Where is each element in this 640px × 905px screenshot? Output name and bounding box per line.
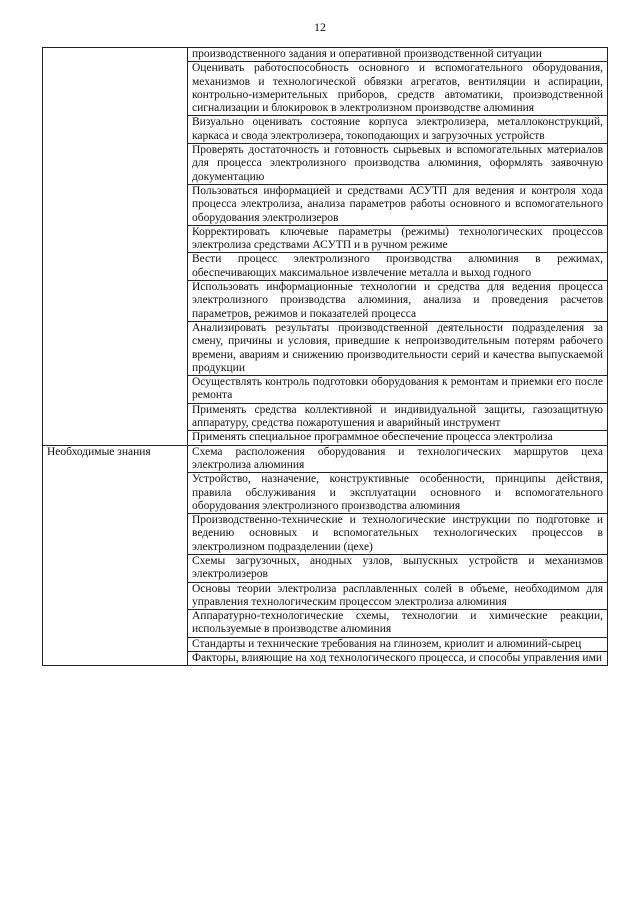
requirement-item: Устройство, назначение, конструктивные особенности, принципы действия, правила обслуживания и эксплуатации основного и вспомогательного оборудования электролизного производства алюминия: [188, 473, 608, 514]
page-number: 12: [314, 20, 326, 34]
table-row: [43, 445, 608, 473]
requirement-item: производственного задания и оперативной производственной ситуации: [188, 48, 608, 62]
requirement-item: Схема расположения оборудования и технологических маршрутов цеха электролиза алюминия: [188, 445, 608, 473]
requirement-item: Производственно-технические и технологические инструкции по подготовке и ведению основных и вспомогательных технологических процессов в электролизном подразделении (цехе): [188, 514, 608, 555]
requirement-item: Корректировать ключевые параметры (режимы) технологических процессов электролиза средствами АСУТП и в ручном режиме: [188, 225, 608, 253]
requirement-item: Визуально оценивать состояние корпуса электролизера, металлоконструкций, каркаса и свода электролизера, токоподающих и загрузочных устройств: [188, 116, 608, 144]
section-label: Необходимые знания: [43, 445, 188, 666]
table-row: [43, 48, 608, 62]
requirement-item: Стандарты и технические требования на глинозем, криолит и алюминий-сырец: [188, 637, 608, 651]
requirement-item: Применять средства коллективной и индивидуальной защиты, газозащитную аппаратуру, средства пожаротушения и аварийный инструмент: [188, 403, 608, 431]
requirement-item: Схемы загрузочных, анодных узлов, выпускных устройств и механизмов электролизеров: [188, 554, 608, 582]
requirement-item: Вести процесс электролизного производства алюминия в режимах, обеспечивающих максимальное извлечение металла и выход годного: [188, 253, 608, 281]
requirement-item: Применять специальное программное обеспечение процесса электролиза: [188, 431, 608, 445]
requirements-table: [42, 47, 608, 666]
requirement-item: Аппаратурно-технологические схемы, технологии и химические реакции, используемые в производстве алюминия: [188, 610, 608, 638]
section-label: [43, 48, 188, 446]
requirement-item: Осуществлять контроль подготовки оборудования к ремонтам и приемки его после ремонта: [188, 376, 608, 404]
requirement-item: Проверять достаточность и готовность сырьевых и вспомогательных материалов для процесса электролизного производства алюминия, оформлять заявочную документацию: [188, 144, 608, 185]
requirement-item: Пользоваться информацией и средствами АСУТП для ведения и контроля хода процесса электролиза, анализа параметров работы основного и вспомогательного оборудования электролизеров: [188, 184, 608, 225]
requirement-item: Факторы, влияющие на ход технологического процесса, и способы управления ими: [188, 652, 608, 666]
requirement-item: Анализировать результаты производственной деятельности подразделения за смену, причины и условия, приведшие к непроизводительным потерям рабочего времени, авариям и снижению производительности серий и качества выпускаемой продукции: [188, 321, 608, 375]
requirement-item: Основы теории электролиза расплавленных солей в объеме, необходимом для управления технологическим процессом электролиза алюминия: [188, 582, 608, 610]
requirement-item: Использовать информационные технологии и средства для ведения процесса электролизного производства алюминия, анализа и проведения расчетов параметров, режимов и показателей процесса: [188, 281, 608, 322]
requirement-item: Оценивать работоспособность основного и вспомогательного оборудования, механизмов и технологической обвязки агрегатов, вентиляции и аспирации, контрольно-измерительных приборов, средств автоматики, производственной сигнализации и блокировок в электролизном производстве алюминия: [188, 62, 608, 116]
